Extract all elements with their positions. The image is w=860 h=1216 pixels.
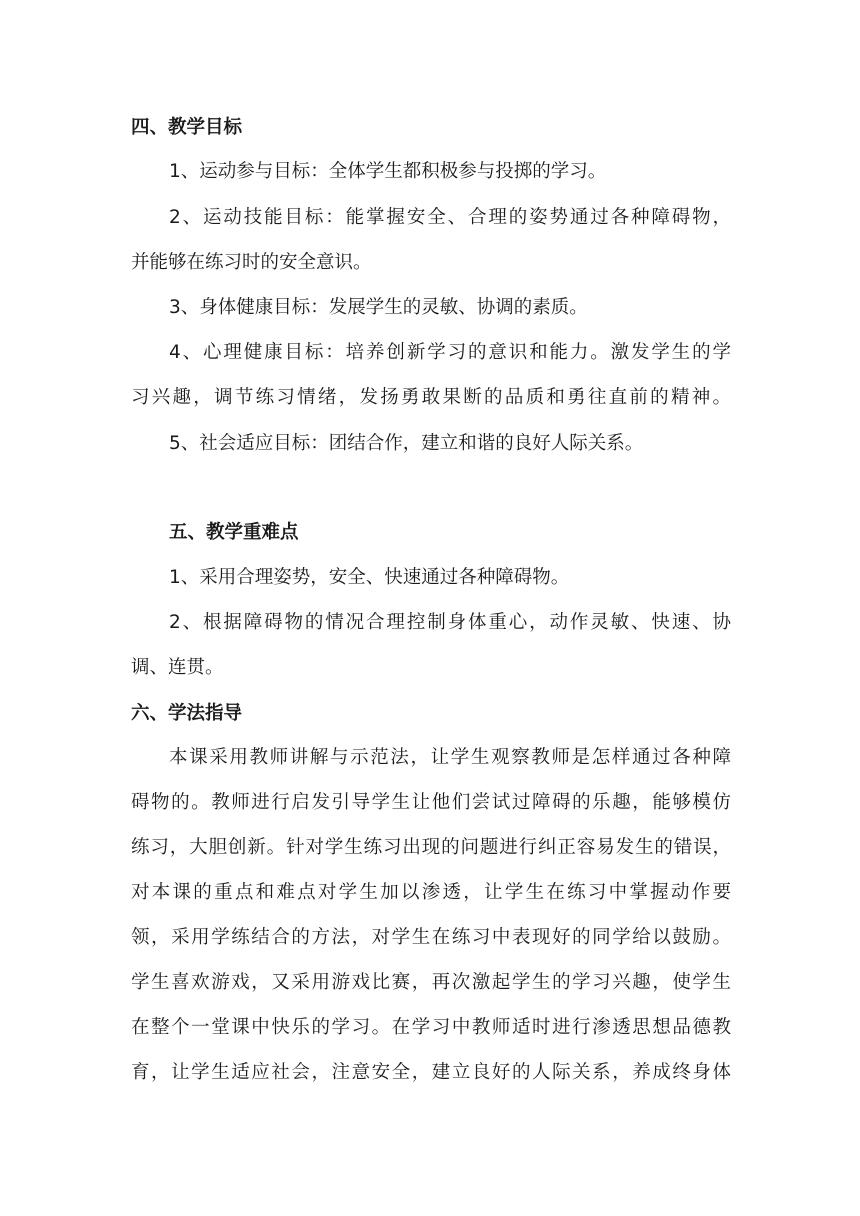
goal-item-4-line-1: 4、心理健康目标：培养创新学习的意识和能力。激发学生的学	[169, 342, 731, 363]
paragraph-line-6: 学生喜欢游戏，又采用游戏比赛，再次激起学生的学习兴趣，使学生	[131, 972, 731, 993]
section-heading-4: 四、教学目标	[131, 117, 243, 138]
paragraph-line-5: 领，采用学练结合的方法，对学生在练习中表现好的同学给以鼓励。	[131, 927, 731, 948]
key-point-2-line-2: 调、连贯。	[131, 657, 224, 678]
key-point-1: 1、采用合理姿势，安全、快速通过各种障碍物。	[169, 567, 570, 588]
goal-item-5: 5、社会适应目标：团结合作，建立和谐的良好人际关系。	[169, 433, 644, 454]
key-point-2-line-1: 2、根据障碍物的情况合理控制身体重心，动作灵敏、快速、协	[169, 612, 731, 633]
paragraph-line-1: 本课采用教师讲解与示范法，让学生观察教师是怎样通过各种障	[169, 747, 731, 768]
section-heading-5: 五、教学重难点	[169, 522, 299, 543]
goal-item-2-line-1: 2、运动技能目标：能掌握安全、合理的姿势通过各种障碍物，	[169, 207, 731, 228]
paragraph-line-7: 在整个一堂课中快乐的学习。在学习中教师适时进行渗透思想品德教	[131, 1017, 731, 1038]
paragraph-line-3: 练习，大胆创新。针对学生练习出现的问题进行纠正容易发生的错误，	[131, 837, 731, 858]
goal-item-4-line-2: 习兴趣，调节练习情绪，发扬勇敢果断的品质和勇往直前的精神。	[131, 387, 731, 408]
goal-item-1: 1、运动参与目标：全体学生都积极参与投掷的学习。	[169, 161, 607, 182]
paragraph-line-4: 对本课的重点和难点对学生加以渗透，让学生在练习中掌握动作要	[131, 882, 731, 903]
goal-item-2-line-2: 并能够在练习时的安全意识。	[131, 252, 372, 273]
paragraph-line-8: 育，让学生适应社会，注意安全，建立良好的人际关系，养成终身体	[131, 1062, 731, 1083]
section-heading-6: 六、学法指导	[131, 703, 243, 724]
paragraph-line-2: 碍物的。教师进行启发引导学生让他们尝试过障碍的乐趣，能够模仿	[131, 792, 731, 813]
goal-item-3: 3、身体健康目标：发展学生的灵敏、协调的素质。	[169, 297, 588, 318]
